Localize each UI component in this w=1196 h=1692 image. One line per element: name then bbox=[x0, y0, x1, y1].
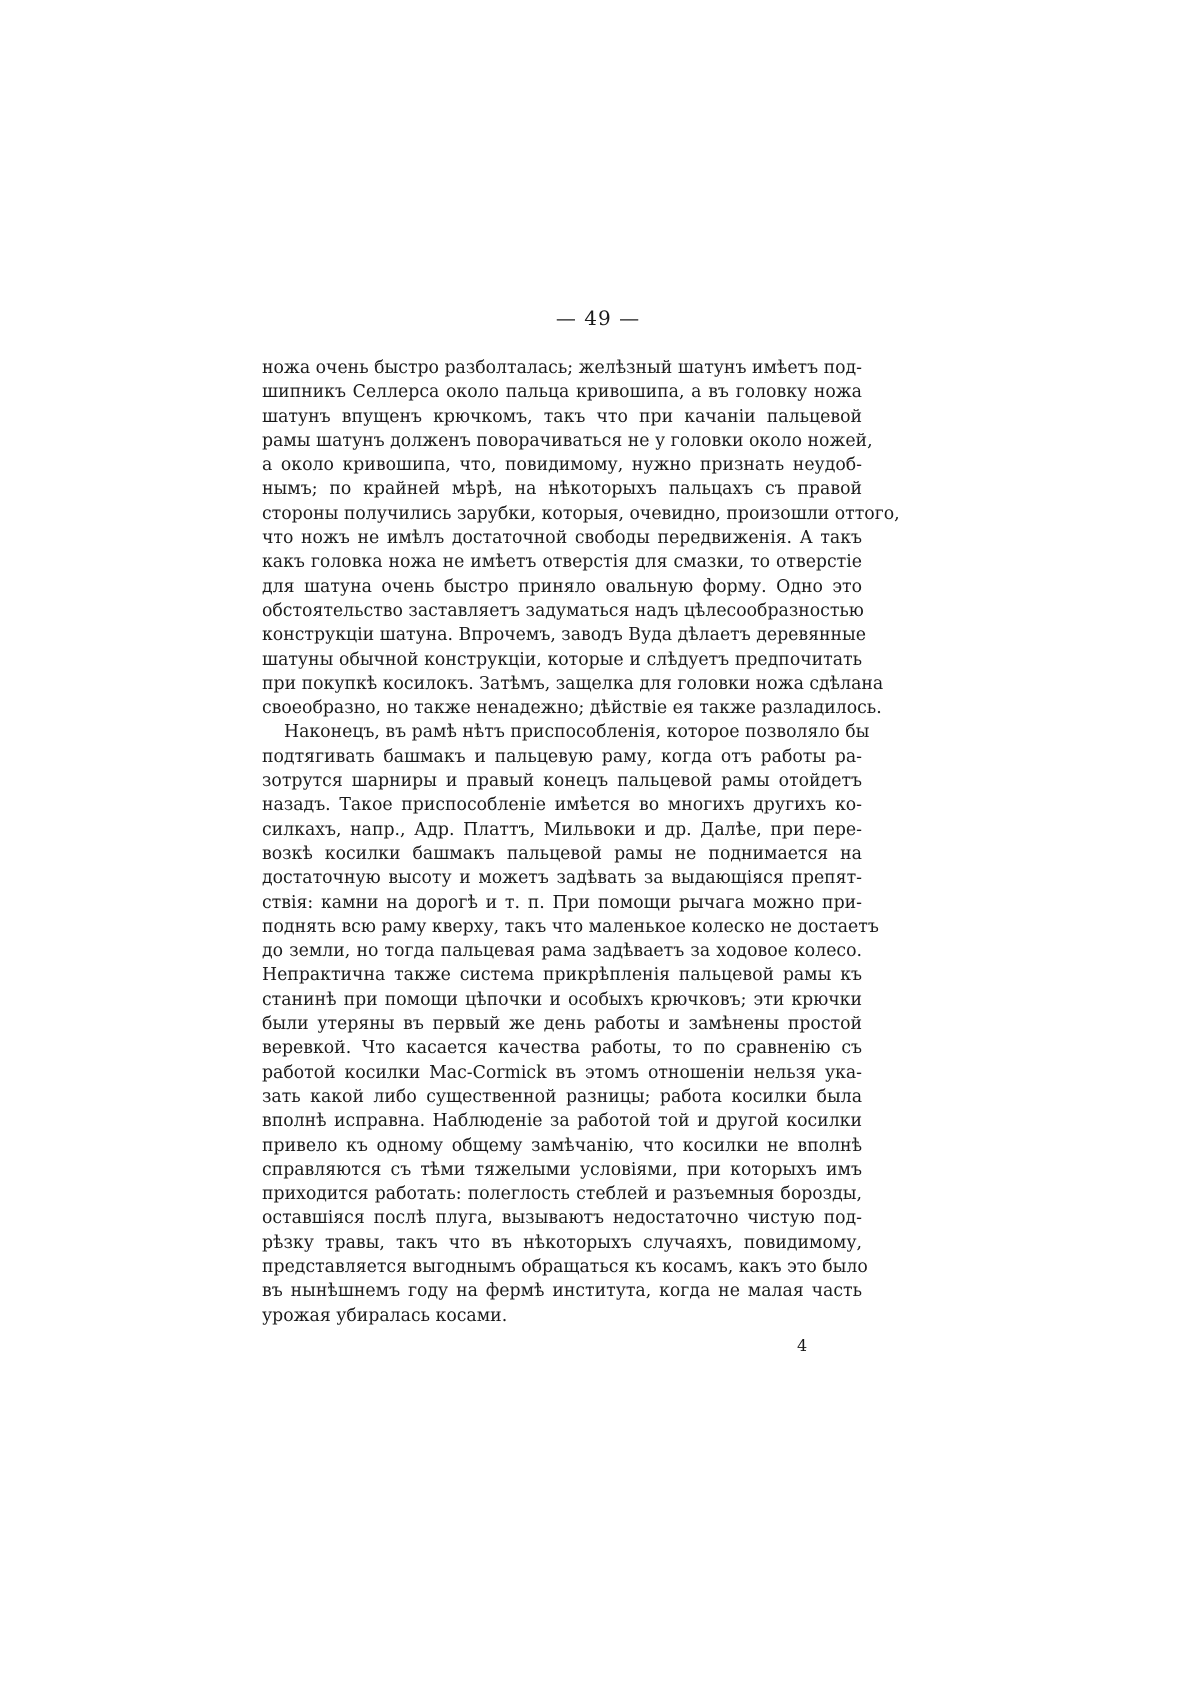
text-line: поднять всю раму кверху, такъ что маленькое колеско не достаетъ bbox=[262, 916, 879, 937]
text-line: подтягивать башмакъ и пальцевую раму, когда отъ работы ра- bbox=[262, 746, 862, 767]
text-line: Непрактична также система прикрѣпленiя пальцевой рамы къ bbox=[262, 965, 862, 986]
text-line: оставшiяся послѣ плуга, вызываютъ недостаточно чистую под- bbox=[262, 1208, 862, 1229]
signature-mark: 4 bbox=[797, 1336, 808, 1355]
text-line: зать какой либо существенной разницы; работа косилки была bbox=[262, 1086, 862, 1107]
text-line: станинѣ при помощи цѣпочки и особыхъ крючковъ; эти крючки bbox=[262, 989, 862, 1010]
text-line: достаточную высоту и можетъ задѣвать за выдающiяся препят- bbox=[262, 868, 862, 889]
body-text bbox=[262, 356, 900, 1328]
text-line: ствiя: камни на дорогѣ и т. п. При помощи рычага можно при- bbox=[262, 892, 862, 913]
text-line: приходится работать: полеглость стеблей и разъемныя борозды, bbox=[262, 1184, 862, 1205]
text-line: веревкой. Что касается качества работы, то по сравненiю съ bbox=[262, 1038, 862, 1059]
text-line: работой косилки Mac-Cormick въ этомъ отношенiи нельзя ука- bbox=[262, 1062, 862, 1083]
text-line: стороны получились зарубки, которыя, очевидно, произошли оттого, bbox=[262, 503, 900, 524]
text-line: рамы шатунъ долженъ поворачиваться не у головки около ножей, bbox=[262, 430, 873, 451]
text-line: силкахъ, напр., Адр. Платтъ, Мильвоки и др. Далѣе, при пере- bbox=[262, 819, 862, 840]
text-line: шатуны обычной конструкцiи, которые и слѣдуетъ предпочитать bbox=[262, 649, 862, 670]
text-line: были утеряны въ первый же день работы и замѣнены простой bbox=[262, 1014, 862, 1035]
text-line: рѣзку травы, такъ что въ нѣкоторыхъ случаяхъ, повидимому, bbox=[262, 1232, 862, 1253]
text-line: шатунъ впущенъ крючкомъ, такъ что при качанiи пальцевой bbox=[262, 406, 862, 427]
text-line: справляются съ тѣми тяжелыми условiями, при которыхъ имъ bbox=[262, 1159, 862, 1180]
text-line: конструкцiи шатуна. Впрочемъ, заводъ Вуда дѣлаетъ деревянные bbox=[262, 625, 867, 646]
text-line: Наконецъ, въ рамѣ нѣтъ приспособленiя, которое позволяло бы bbox=[284, 722, 870, 743]
text-line: привело къ одному общему замѣчанiю, что косилки не вполнѣ bbox=[262, 1135, 862, 1156]
text-line: до земли, но тогда пальцевая рама задѣваетъ за ходовое колесо. bbox=[262, 941, 862, 962]
text-line: своеобразно, но также ненадежно; дѣйствiе ея также разладилось. bbox=[262, 698, 882, 719]
paragraph-2 bbox=[262, 720, 879, 1327]
text-line: зотрутся шарниры и правый конецъ пальцевой рамы отойдетъ bbox=[262, 771, 862, 792]
text-line: урожая убиралась косами. bbox=[262, 1305, 508, 1326]
text-line: а около кривошипа, что, повидимому, нужно признать неудоб- bbox=[262, 455, 862, 476]
paragraph-1 bbox=[262, 356, 900, 720]
text-line: ножа очень быстро разболталась; желѣзный шатунъ имѣетъ под- bbox=[262, 358, 862, 378]
page-number: — 49 — bbox=[555, 306, 641, 330]
text-line: обстоятельство заставляетъ задуматься надъ цѣлесообразностью bbox=[262, 600, 864, 621]
text-line: что ножъ не имѣлъ достаточной свободы передвиженiя. А такъ bbox=[262, 528, 862, 549]
text-line: вполнѣ исправна. Наблюденiе за работой той и другой косилки bbox=[262, 1111, 862, 1132]
text-line: въ нынѣшнемъ году на фермѣ института, когда не малая часть bbox=[262, 1281, 862, 1302]
text-line: шипникъ Селлерса около пальца кривошипа, а въ головку ножа bbox=[262, 382, 862, 403]
text-line: представляется выгоднымъ обращаться къ косамъ, какъ это было bbox=[262, 1256, 868, 1277]
text-line: возкѣ косилки башмакъ пальцевой рамы не поднимается на bbox=[262, 843, 862, 864]
text-line: нымъ; по крайней мѣрѣ, на нѣкоторыхъ пальцахъ съ правой bbox=[262, 479, 862, 500]
text-line: при покупкѣ косилокъ. Затѣмъ, защелка для головки ножа сдѣлана bbox=[262, 673, 884, 694]
text-line: какъ головка ножа не имѣетъ отверстiя для смазки, то отверстiе bbox=[262, 552, 862, 573]
text-line: для шатуна очень быстро приняло овальную форму. Одно это bbox=[262, 576, 862, 597]
text-line: назадъ. Такое приспособленiе имѣется во многихъ другихъ ко- bbox=[262, 795, 862, 816]
